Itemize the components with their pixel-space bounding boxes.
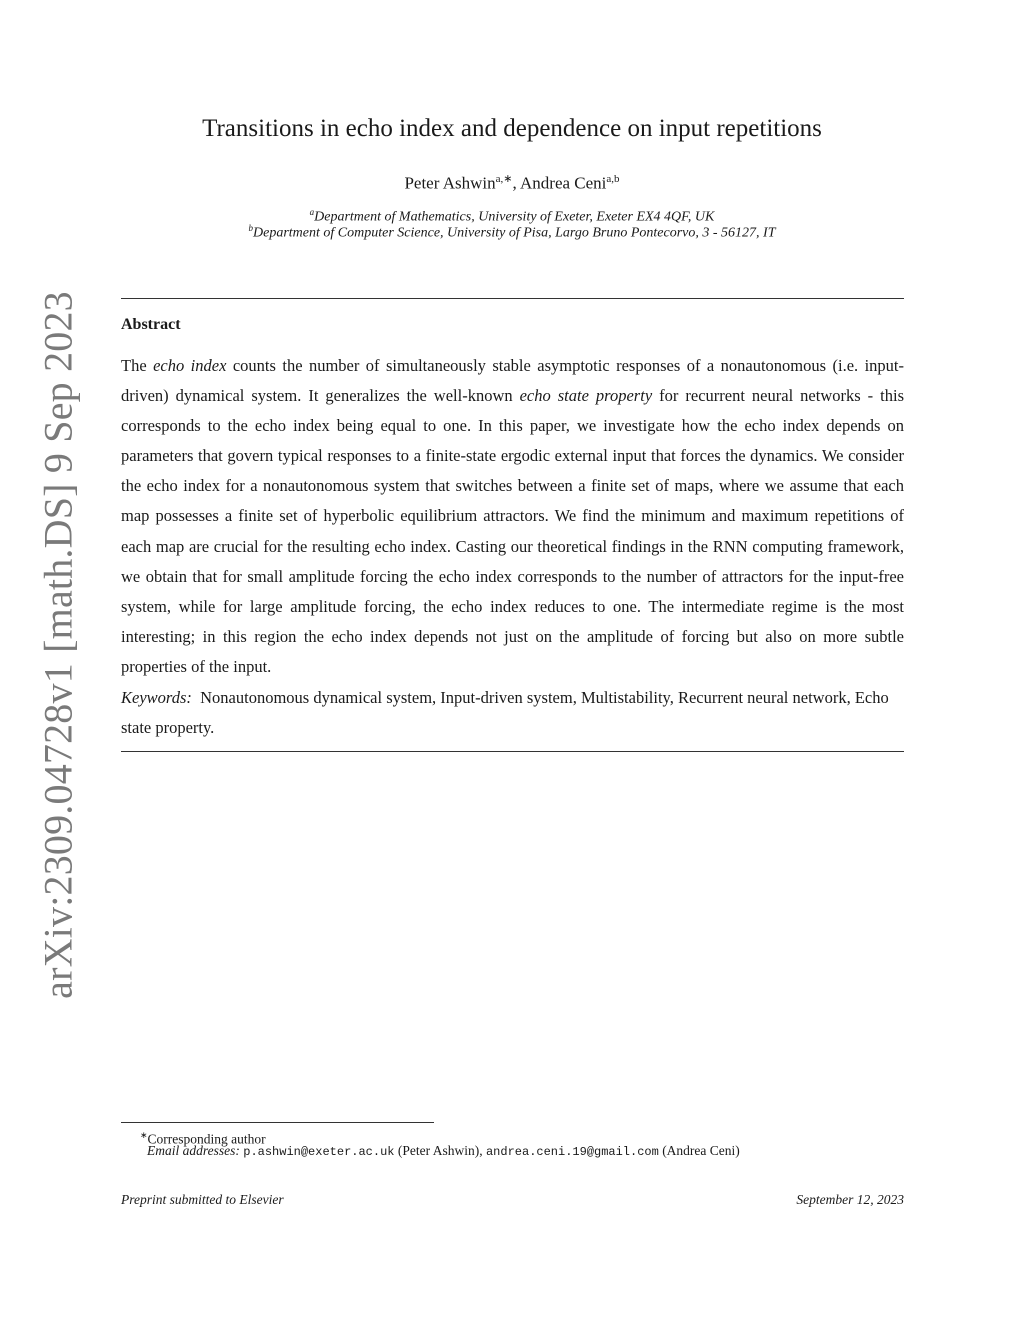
email-owner: (Andrea Ceni) <box>662 1143 740 1158</box>
author-separator: , <box>512 173 521 193</box>
author-affiliation-marks: a,b <box>606 173 620 185</box>
affiliation-mark: a <box>309 207 315 217</box>
abstract-bottom-rule <box>121 751 904 752</box>
email-footnote: Email addresses: p.ashwin@exeter.ac.uk (Peter Ashwin), andrea.ceni.19@gmail.com (Andrea Ceni) <box>147 1143 740 1159</box>
abstract-text: for recurrent neural networks - this corresponds to the echo index being equal to one. In this paper, we investigate how the echo index depends on parameters that govern typical responses to a finite-state ergodic external input that forces the dynamics. We consider the echo index for a nonautonomous system that switches between a finite set of maps, where we assume that each map possesses a finite set of hyperbolic equilibrium attractors. We find the minimum and maximum repetitions of each map are crucial for the resulting echo index. Casting our theoretical findings in the RNN computing framework, we obtain that for small amplitude forcing the echo index corresponds to the number of attractors for the input-free system, while for large amplitude forcing, the echo index reduces to one. The intermediate regime is the most interesting; in this region the echo index depends not just on the amplitude of forcing but also on more subtle properties of the input. <box>121 386 904 676</box>
author-name: Peter Ashwin <box>404 173 496 193</box>
abstract-top-rule <box>121 298 904 299</box>
abstract-emphasis: echo state property <box>519 386 653 406</box>
author-affiliation-marks: a,∗ <box>495 173 513 185</box>
abstract-text: counts the number of simultaneously stable asymptotic responses of a nonautonomous (i.e. input-driven) dynamical system. It generalizes the well-known <box>121 356 904 406</box>
affiliation-text: Department of Mathematics, University of Exeter, Exeter EX4 4QF, UK <box>314 209 715 225</box>
footnote-mark: ∗ <box>140 1130 148 1140</box>
affiliation-text: Department of Computer Science, University of Pisa, Largo Bruno Pontecorvo, 3 - 56127, IT <box>253 225 776 241</box>
email-owner: (Peter Ashwin) <box>397 1143 480 1158</box>
footnote-text: Corresponding author <box>147 1131 266 1147</box>
keywords-text: Nonautonomous dynamical system, Input-driven system, Multistability, Recurrent neural network, Echo state property. <box>121 688 889 737</box>
keywords <box>121 683 904 743</box>
keywords-label: Keywords: <box>121 688 192 707</box>
affiliation-mark: b <box>248 223 254 233</box>
abstract-text: The <box>121 356 154 375</box>
abstract-emphasis: echo index <box>153 356 227 375</box>
footer-date: September 12, 2023 <box>796 1192 904 1207</box>
abstract-heading: Abstract <box>121 316 181 333</box>
footnote-rule <box>121 1122 434 1123</box>
author-list <box>0 172 1024 194</box>
author-name: Andrea Ceni <box>520 173 607 193</box>
abstract-body <box>121 351 904 682</box>
email-link[interactable]: andrea.ceni.19@gmail.com <box>485 1145 659 1159</box>
email-label: Email addresses: <box>147 1143 240 1158</box>
preprint-note: Preprint submitted to Elsevier <box>121 1192 284 1207</box>
affiliation <box>0 223 1024 242</box>
arxiv-identifier-stamp: arXiv:2309.04728v1 [math.DS] 9 Sep 2023 <box>35 291 81 999</box>
paper-title: Transitions in echo index and dependence on input repetitions <box>202 115 822 142</box>
email-link[interactable]: p.ashwin@exeter.ac.uk <box>243 1145 395 1159</box>
